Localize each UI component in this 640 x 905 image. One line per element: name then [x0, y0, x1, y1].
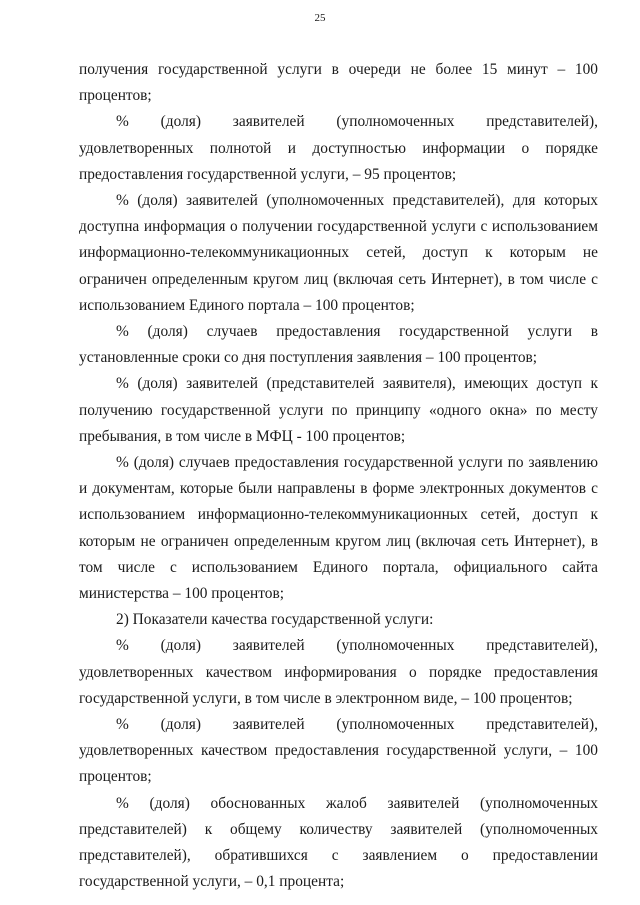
paragraph-indicator-completeness: % (доля) заявителей (уполномоченных представителей), удовлетворенных полнотой и доступностью информации о порядке предоставления государственной услуги, – 95 процентов; [79, 113, 598, 183]
paragraph-continuation: получения государственной услуги в очереди не более 15 минут – 100 процентов; [79, 61, 598, 105]
paragraph-quality-heading: 2) Показатели качества государственной услуги: [116, 611, 434, 629]
paragraph-indicator-deadlines: % (доля) случаев предоставления государственной услуги в установленные сроки со дня поступления заявления – 100 процентов; [79, 323, 598, 367]
document-body [79, 57, 598, 896]
paragraph-indicator-informing: % (доля) заявителей (уполномоченных представителей), удовлетворенных качеством информирования о порядке предоставления государственной услуги, в том числе в электронном виде, – 100 процентов; [79, 637, 598, 707]
paragraph-indicator-electronic: % (доля) случаев предоставления государственной услуги по заявлению и документам, которые были направлены в форме электронных документов с использованием информационно-телекоммуникационных сетей, доступ к которым не ограничен определенным кругом лиц (включая сеть Интернет), в том числе с использованием Единого портала, официального сайта министерства – 100 процентов; [79, 454, 598, 603]
paragraph-indicator-complaints: % (доля) обоснованных жалоб заявителей (уполномоченных представителей) к общему количеству заявителей (уполномоченных представителей), обратившихся с заявлением о предоставлении государственной услуги, – 0,1 процента; [79, 794, 598, 891]
paragraph-indicator-quality: % (доля) заявителей (уполномоченных представителей), удовлетворенных качеством предоставления государственной услуги, – 100 процентов; [79, 716, 598, 786]
page-number: 25 [314, 12, 326, 24]
paragraph-indicator-online-access: % (доля) заявителей (уполномоченных представителей), для которых доступна информация о получении государственной услуги с использованием информационно-телекоммуникационных сетей, доступ к которым не ограничен определенным кругом лиц (включая сеть Интернет), в том числе с использованием Единого портала – 100 процентов; [79, 192, 598, 314]
paragraph-indicator-one-window: % (доля) заявителей (представителей заявителя), имеющих доступ к получению государственной услуги по принципу «одного окна» по месту пребывания, в том числе в МФЦ - 100 процентов; [79, 375, 598, 445]
